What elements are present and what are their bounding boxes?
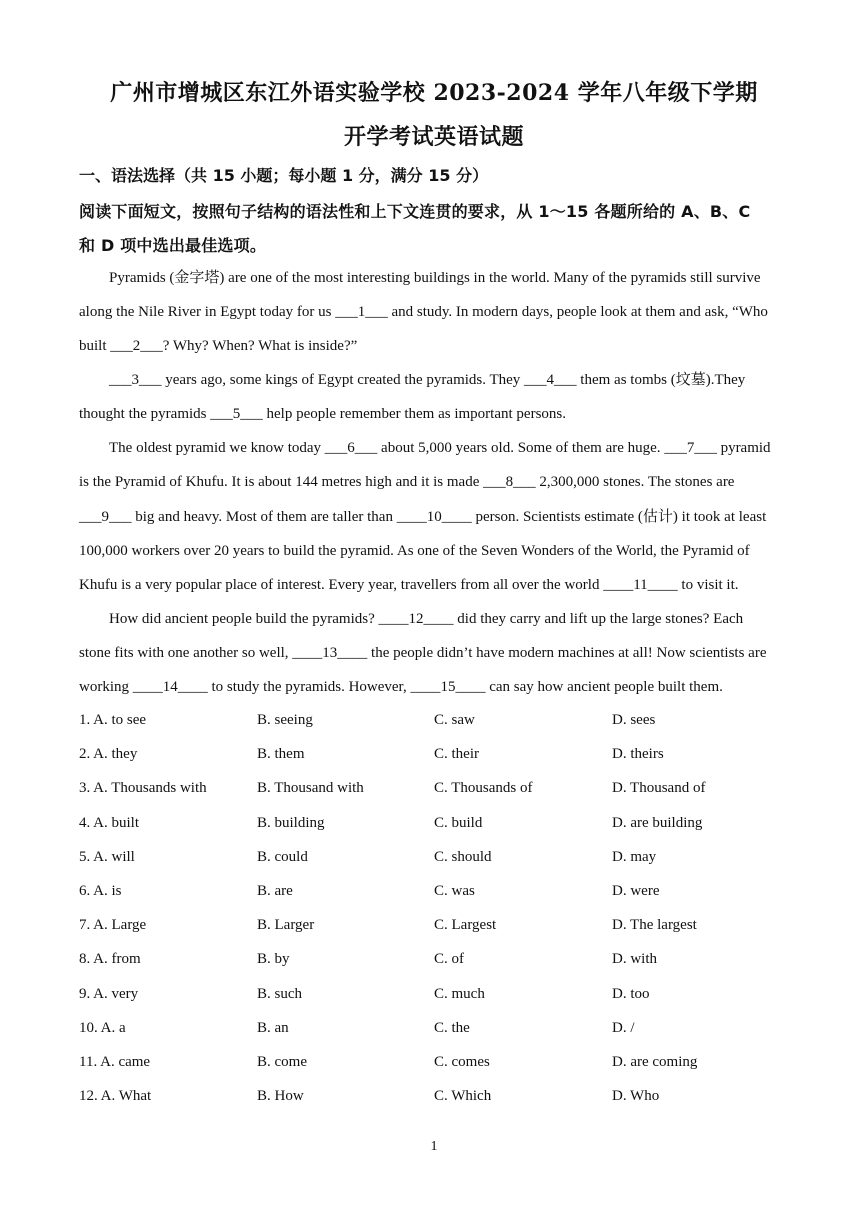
option-c: C. saw [434, 712, 475, 728]
option-c: C. of [434, 951, 464, 968]
passage-text: How did ancient people build the pyramids? [109, 611, 379, 627]
passage-line [109, 609, 743, 629]
passage-text: them as tombs (坟墓).They [576, 372, 746, 388]
answer-blank: ___2___ [110, 338, 163, 354]
passage-line [109, 268, 761, 288]
option-a: 4. A. built [79, 814, 140, 831]
answer-blank: ____12____ [378, 611, 454, 627]
option-c: C. their [434, 746, 479, 763]
answer-blank: ____11____ [603, 577, 678, 593]
question-options-row [79, 746, 839, 766]
answer-blank: ____15____ [410, 679, 486, 695]
passage-line [79, 541, 750, 561]
option-d: D. The largest [612, 917, 697, 934]
question-options-row [79, 986, 839, 1006]
passage-line [109, 370, 745, 390]
passage-text: The oldest pyramid we know today [109, 440, 325, 456]
passage-text: stone fits with one another so well, [79, 645, 293, 661]
passage-text: did they carry and lift up the large stones? Each [453, 611, 744, 627]
passage-line [79, 643, 766, 663]
section-heading: 一、语法选择（共 15 小题；每小题 1 分，满分 15 分） [79, 166, 489, 185]
page-number: 1 [430, 1139, 438, 1154]
option-d: D. sees [612, 712, 656, 728]
answer-blank: ____10____ [396, 509, 472, 525]
option-a: 10. A. a [79, 1019, 126, 1036]
passage-text: built [79, 338, 111, 354]
option-b: B. could [257, 848, 308, 865]
option-c: C. should [434, 848, 492, 865]
passage-text: 2,300,000 stones. The stones are [535, 474, 735, 490]
option-a: 3. A. Thousands with [79, 780, 207, 797]
option-d: D. were [612, 883, 660, 899]
option-c: C. the [434, 1019, 470, 1036]
option-c: C. Which [434, 1088, 492, 1105]
option-d: D. are coming [612, 1054, 698, 1070]
passage-line [79, 404, 566, 424]
passage-text: to visit it. [677, 577, 739, 593]
option-b: B. them [257, 746, 305, 763]
instruction-line-1: 阅读下面短文，按照句子结构的语法性和上下文连贯的要求，从 1～15 各题所给的 A、B、C [79, 202, 751, 221]
passage-text: 100,000 workers over 20 years to build the pyramid. As one of the Seven Wonders of the World, the Pyramid of [79, 543, 750, 559]
answer-blank: ____14____ [132, 679, 208, 695]
option-b: B. by [257, 951, 290, 968]
passage-text: the people didn’t have modern machines at all! Now scientists are [367, 645, 767, 661]
answer-blank: ___3___ [109, 372, 162, 388]
question-options-row [79, 883, 839, 903]
option-d: D. Who [612, 1088, 660, 1105]
passage-text: thought the pyramids [79, 406, 211, 422]
option-d: D. with [612, 951, 657, 968]
passage-line [79, 472, 734, 492]
question-options-row [79, 951, 839, 971]
answer-blank: ___9___ [79, 509, 132, 525]
question-options-row [79, 780, 839, 800]
passage-line [109, 438, 771, 458]
option-b: B. Thousand with [257, 780, 364, 797]
passage-text: pyramid [716, 440, 771, 456]
option-a: 7. A. Large [79, 917, 147, 934]
option-a: 11. A. came [79, 1054, 151, 1070]
passage-text: big and heavy. Most of them are taller than [131, 509, 397, 525]
option-b: B. seeing [257, 712, 313, 728]
option-b: B. How [257, 1088, 304, 1105]
question-options-row [79, 1020, 839, 1040]
option-b: B. an [257, 1019, 289, 1036]
passage-text: working [79, 679, 133, 695]
passage-text: along the Nile River in Egypt today for us [79, 304, 336, 320]
answer-blank: ___5___ [210, 406, 263, 422]
option-a: 2. A. they [79, 746, 138, 763]
question-options-row [79, 1088, 839, 1108]
option-d: D. theirs [612, 746, 664, 763]
passage-text: Khufu is a very popular place of interest. Every year, travellers from all over the world [79, 577, 604, 593]
question-options-row [79, 1054, 839, 1074]
option-a: 8. A. from [79, 951, 141, 968]
option-d: D. too [612, 985, 650, 1002]
passage-text: years ago, some kings of Egypt created the pyramids. They [161, 372, 525, 388]
option-c: C. was [434, 883, 475, 899]
exam-title-line-2: 开学考试英语试题 [343, 124, 524, 150]
option-d: D. Thousand of [612, 780, 706, 797]
passage-line [79, 302, 768, 322]
question-options-row [79, 917, 839, 937]
passage-line [79, 575, 739, 595]
exam-title-line-1: 广州市增城区东江外语实验学校 2023-2024 学年八年级下学期 [110, 80, 758, 106]
passage-text: to study the pyramids. However, [207, 679, 411, 695]
option-d: D. / [612, 1019, 635, 1036]
option-c: C. Largest [434, 917, 497, 934]
option-b: B. Larger [257, 917, 315, 934]
passage-text: ? Why? When? What is inside?” [162, 338, 358, 354]
option-a: 6. A. is [79, 883, 122, 899]
answer-blank: ___8___ [483, 474, 536, 490]
option-b: B. such [257, 985, 302, 1002]
passage-text: help people remember them as important persons. [262, 406, 566, 422]
passage-line [79, 507, 766, 527]
option-a: 9. A. very [79, 985, 139, 1002]
passage-text: can say how ancient people built them. [485, 679, 723, 695]
option-c: C. Thousands of [434, 780, 533, 797]
question-options-row [79, 849, 839, 869]
option-b: B. come [257, 1054, 307, 1070]
passage-line [79, 677, 723, 697]
option-c: C. build [434, 814, 483, 831]
answer-blank: ___1___ [335, 304, 388, 320]
option-a: 5. A. will [79, 848, 135, 865]
passage-text: and study. In modern days, people look at them and ask, “Who [387, 304, 768, 320]
option-d: D. are building [612, 814, 703, 831]
question-options-row [79, 815, 839, 835]
passage-text: Pyramids (金字塔) are one of the most interesting buildings in the world. Many of the pyramids still survive [109, 270, 761, 286]
option-d: D. may [612, 848, 657, 865]
question-options-row [79, 712, 839, 732]
option-a: 12. A. What [79, 1088, 152, 1105]
option-a: 1. A. to see [79, 712, 147, 728]
option-b: B. are [257, 883, 293, 899]
option-b: B. building [257, 814, 325, 831]
option-c: C. comes [434, 1054, 490, 1070]
option-c: C. much [434, 985, 485, 1002]
answer-blank: ___6___ [324, 440, 378, 456]
instruction-line-2: 和 D 项中选出最佳选项。 [79, 236, 267, 255]
answer-blank: ___7___ [664, 440, 717, 456]
passage-line [79, 336, 357, 356]
passage-text: about 5,000 years old. Some of them are huge. [377, 440, 665, 456]
answer-blank: ___4___ [524, 372, 577, 388]
passage-text: person. Scientists estimate (估计) it took at least [471, 509, 767, 525]
answer-blank: ____13____ [292, 645, 368, 661]
passage-text: is the Pyramid of Khufu. It is about 144 metres high and it is made [79, 474, 484, 490]
